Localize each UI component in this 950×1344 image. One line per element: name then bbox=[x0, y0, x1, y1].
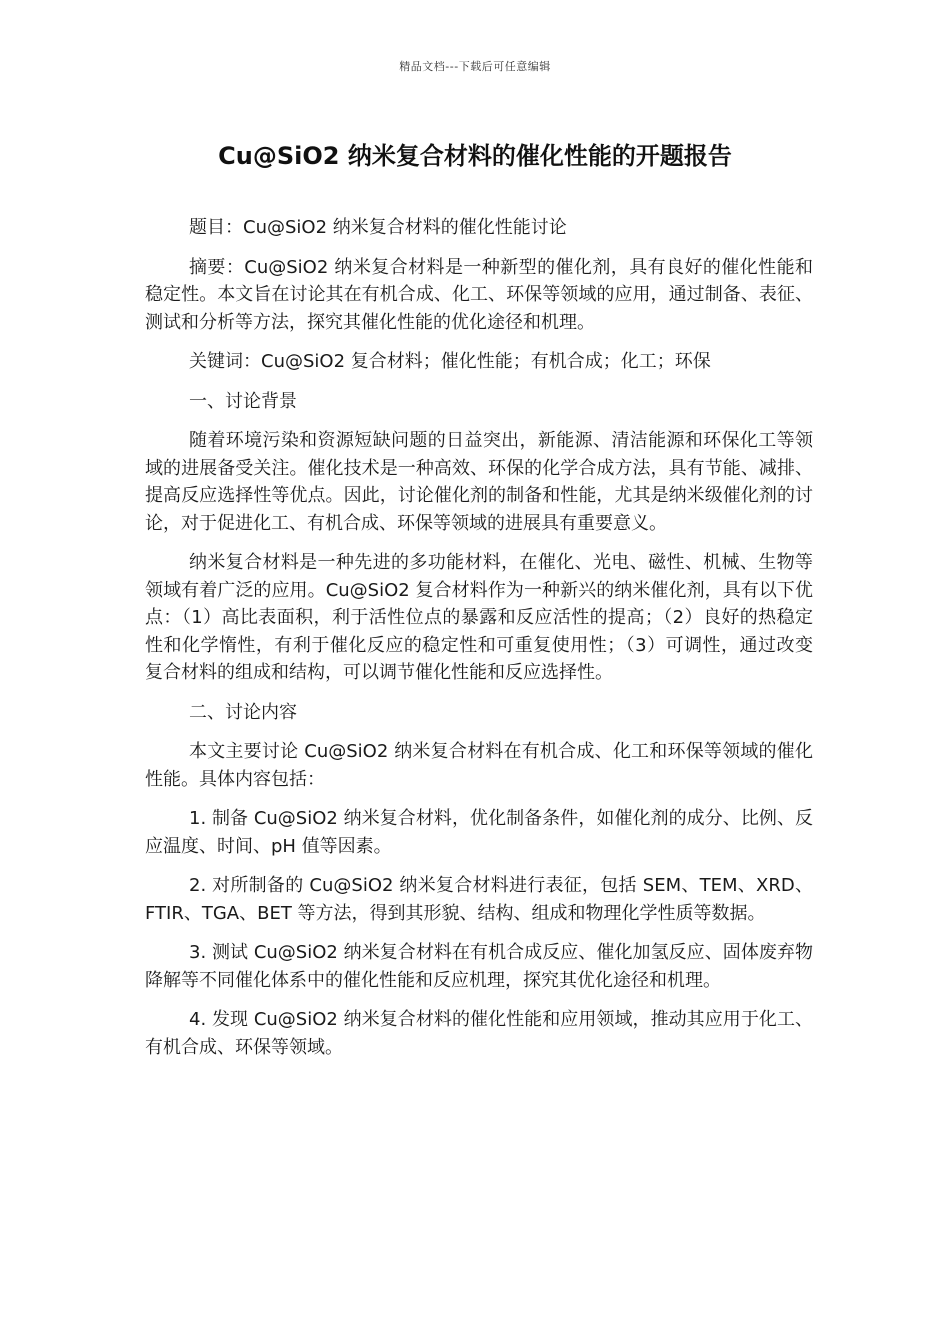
paragraph-background-2: 纳米复合材料是一种先进的多功能材料，在催化、光电、磁性、机械、生物等领域有着广泛的应用。Cu@SiO2 复合材料作为一种新兴的纳米催化剂，具有以下优点：（1）高比表面积，利于活性位点的暴露和反应活性的提高；（2）良好的热稳定性和化学惰性，有利于催化反应的稳定性和可重复使用性；（3）可调性，通过改变复合材料的组成和结构，可以调节催化性能和反应选择性。 bbox=[145, 552, 813, 683]
section-heading-content: 二、讨论内容 bbox=[189, 701, 297, 723]
paragraph-content-intro: 本文主要讨论 Cu@SiO2 纳米复合材料在有机合成、化工和环保等领域的催化性能。具体内容包括： bbox=[145, 741, 813, 790]
paragraph-background-1: 随着环境污染和资源短缺问题的日益突出，新能源、清洁能源和环保化工等领域的进展备受关注。催化技术是一种高效、环保的化学合成方法，具有节能、减排、提高反应选择性等优点。因此，讨论催化剂的制备和性能，尤其是纳米级催化剂的讨论，对于促进化工、有机合成、环保等领域的进展具有重要意义。 bbox=[145, 430, 813, 534]
paragraph-keywords: 关键词：Cu@SiO2 复合材料；催化性能；有机合成；化工；环保 bbox=[189, 351, 711, 372]
document-title: Cu@SiO2 纳米复合材料的催化性能的开题报告 bbox=[218, 142, 732, 170]
list-item-2: 2. 对所制备的 Cu@SiO2 纳米复合材料进行表征，包括 SEM、TEM、XRD、FTIR、TGA、BET 等方法，得到其形貌、结构、组成和物理化学性质等数据。 bbox=[145, 875, 813, 924]
document-body bbox=[145, 214, 813, 1073]
paragraph-topic: 题目：Cu@SiO2 纳米复合材料的催化性能讨论 bbox=[189, 217, 567, 238]
list-item-4: 4. 发现 Cu@SiO2 纳米复合材料的催化性能和应用领域，推动其应用于化工、有机合成、环保等领域。 bbox=[145, 1009, 813, 1058]
section-heading-background: 一、讨论背景 bbox=[189, 390, 297, 412]
paragraph-abstract: 摘要：Cu@SiO2 纳米复合材料是一种新型的催化剂，具有良好的催化性能和稳定性。本文旨在讨论其在有机合成、化工、环保等领域的应用，通过制备、表征、测试和分析等方法，探究其催化性能的优化途径和机理。 bbox=[145, 256, 813, 333]
list-item-3: 3. 测试 Cu@SiO2 纳米复合材料在有机合成反应、催化加氢反应、固体废弃物降解等不同催化体系中的催化性能和反应机理，探究其优化途径和机理。 bbox=[145, 942, 813, 991]
header-note: 精品文档---下载后可任意编辑 bbox=[399, 60, 551, 73]
list-item-1: 1. 制备 Cu@SiO2 纳米复合材料，优化制备条件，如催化剂的成分、比例、反应温度、时间、pH 值等因素。 bbox=[145, 808, 813, 857]
